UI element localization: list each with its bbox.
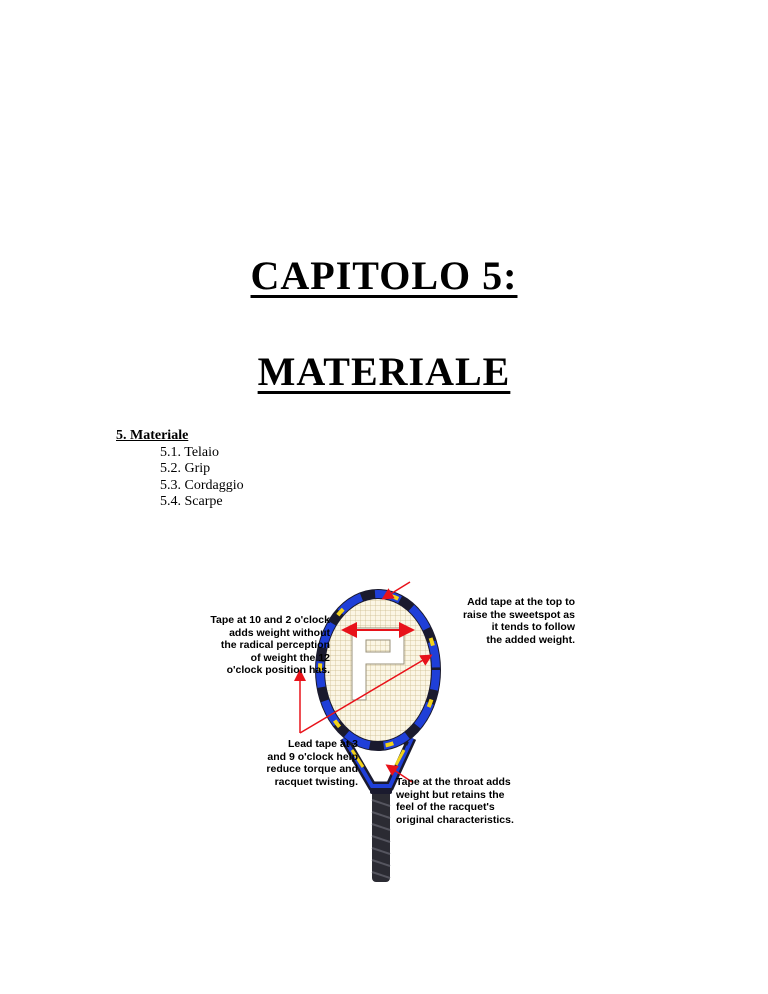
toc-item: 5.1. Telaio [160,444,220,460]
annotation-ten-two: Tape at 10 and 2 o'clock adds weight without the radical perception of weight the 12 o'clock position has. [210,614,330,676]
annotation-top: Add tape at the top to raise the sweetspot as it tends to follow the added weight. [462,596,575,646]
racquet-grip [370,784,392,882]
toc-item: 5.4. Scarpe [160,494,223,509]
toc-item: 5.2. Grip [160,461,211,476]
chapter-title: CAPITOLO 5: [250,253,518,298]
chapter-subtitle: MATERIALE [257,349,511,394]
annotation-three-nine: Lead tape at 3 and 9 o'clock help reduce torque and racquet twisting. [266,738,358,788]
toc-heading: 5. Materiale [116,428,189,443]
toc-item: 5.3. Cordaggio [160,477,244,493]
annotation-throat: Tape at the throat adds weight but retains the feel of the racquet's original characteristics. [396,776,514,826]
